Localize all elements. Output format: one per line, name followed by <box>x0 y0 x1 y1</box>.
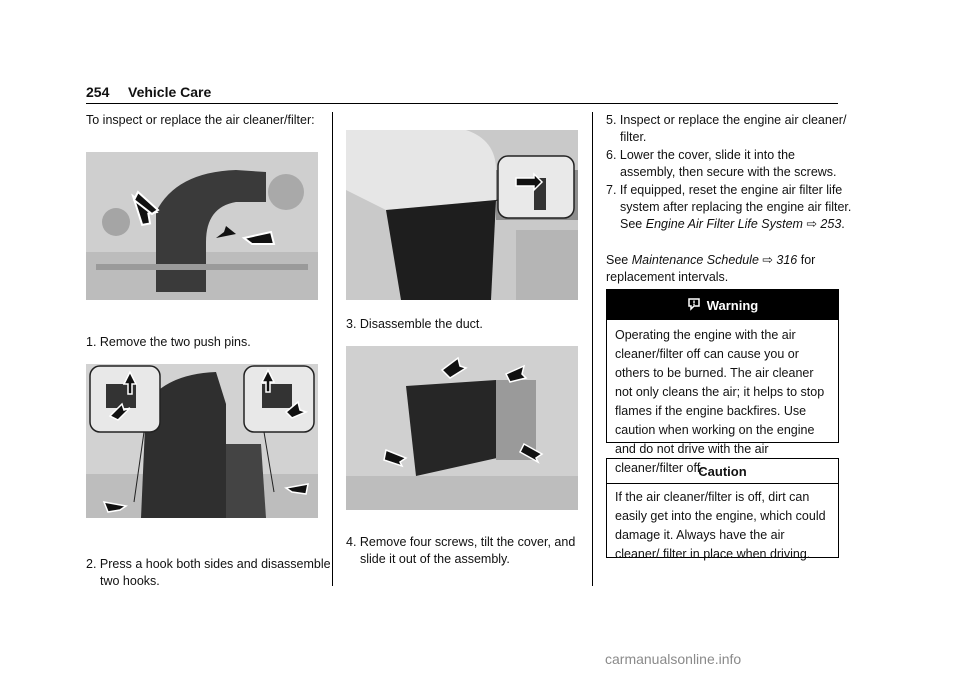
column-divider-right <box>592 112 593 586</box>
step-3: 3. Disassemble the duct. <box>346 317 483 331</box>
see-suffix: for replacement intervals. <box>606 253 816 284</box>
step-7-page-link[interactable]: 253 <box>820 217 842 231</box>
page-header <box>86 84 838 104</box>
step-7: 7. If equipped, reset the engine air filter life system after replacing the engine air filter. See Engine Air Filter Life System ⇨ 253. <box>606 183 852 231</box>
step-5: 5. Inspect or replace the engine air cleaner/ filter. <box>606 113 847 144</box>
figure-duct <box>346 130 578 300</box>
step-4: 4. Remove four screws, tilt the cover, and slide it out of the assembly. <box>346 535 576 566</box>
caution-text: If the air cleaner/filter is off, dirt can easily get into the engine, which could damage it. Always have the air cleaner/ filter in place when driving. <box>615 490 826 561</box>
figure-hooks <box>86 364 318 518</box>
step-1: 1. Remove the two push pins. <box>86 335 251 349</box>
ref-arrow-icon: ⇨ <box>806 217 817 231</box>
warning-title: Warning <box>706 297 759 313</box>
warning-box <box>606 289 839 475</box>
section-title: Vehicle Care <box>128 84 212 100</box>
step-6: 6. Lower the cover, slide it into the assembly, then secure with the screws. <box>606 148 837 179</box>
page-number: 254 <box>86 84 110 100</box>
watermark: carmanualsonline.info <box>605 651 742 667</box>
step-7-ref-link[interactable]: Engine Air Filter Life System <box>645 217 803 231</box>
step-7-text: 7. If equipped, reset the engine air filter life system after replacing the engine air filter. See <box>606 183 852 231</box>
intro-text: To inspect or replace the air cleaner/filter: <box>86 113 315 127</box>
warning-text: Operating the engine with the air cleaner/filter off can cause you or others to be burned. The air cleaner not only cleans the air; it helps to stop flames if the engine backfires. Use caution when working on the engine and do not drive with the air cleaner/filter off. <box>615 328 825 475</box>
figure-push-pins <box>86 152 318 300</box>
warning-icon <box>687 297 701 314</box>
caution-box <box>606 458 839 561</box>
warning-header <box>607 290 838 320</box>
maintenance-schedule-link[interactable]: Maintenance Schedule <box>631 253 759 267</box>
ref-arrow-icon: ⇨ <box>762 253 773 267</box>
figure-cover-screws <box>346 346 578 510</box>
maintenance-page-link[interactable]: 316 <box>776 253 798 267</box>
header-rule <box>86 103 838 104</box>
see-prefix: See <box>606 253 629 267</box>
caution-title: Caution <box>607 459 838 484</box>
see-maintenance <box>606 252 838 286</box>
step-2: 2. Press a hook both sides and disassemble two hooks. <box>86 557 331 588</box>
